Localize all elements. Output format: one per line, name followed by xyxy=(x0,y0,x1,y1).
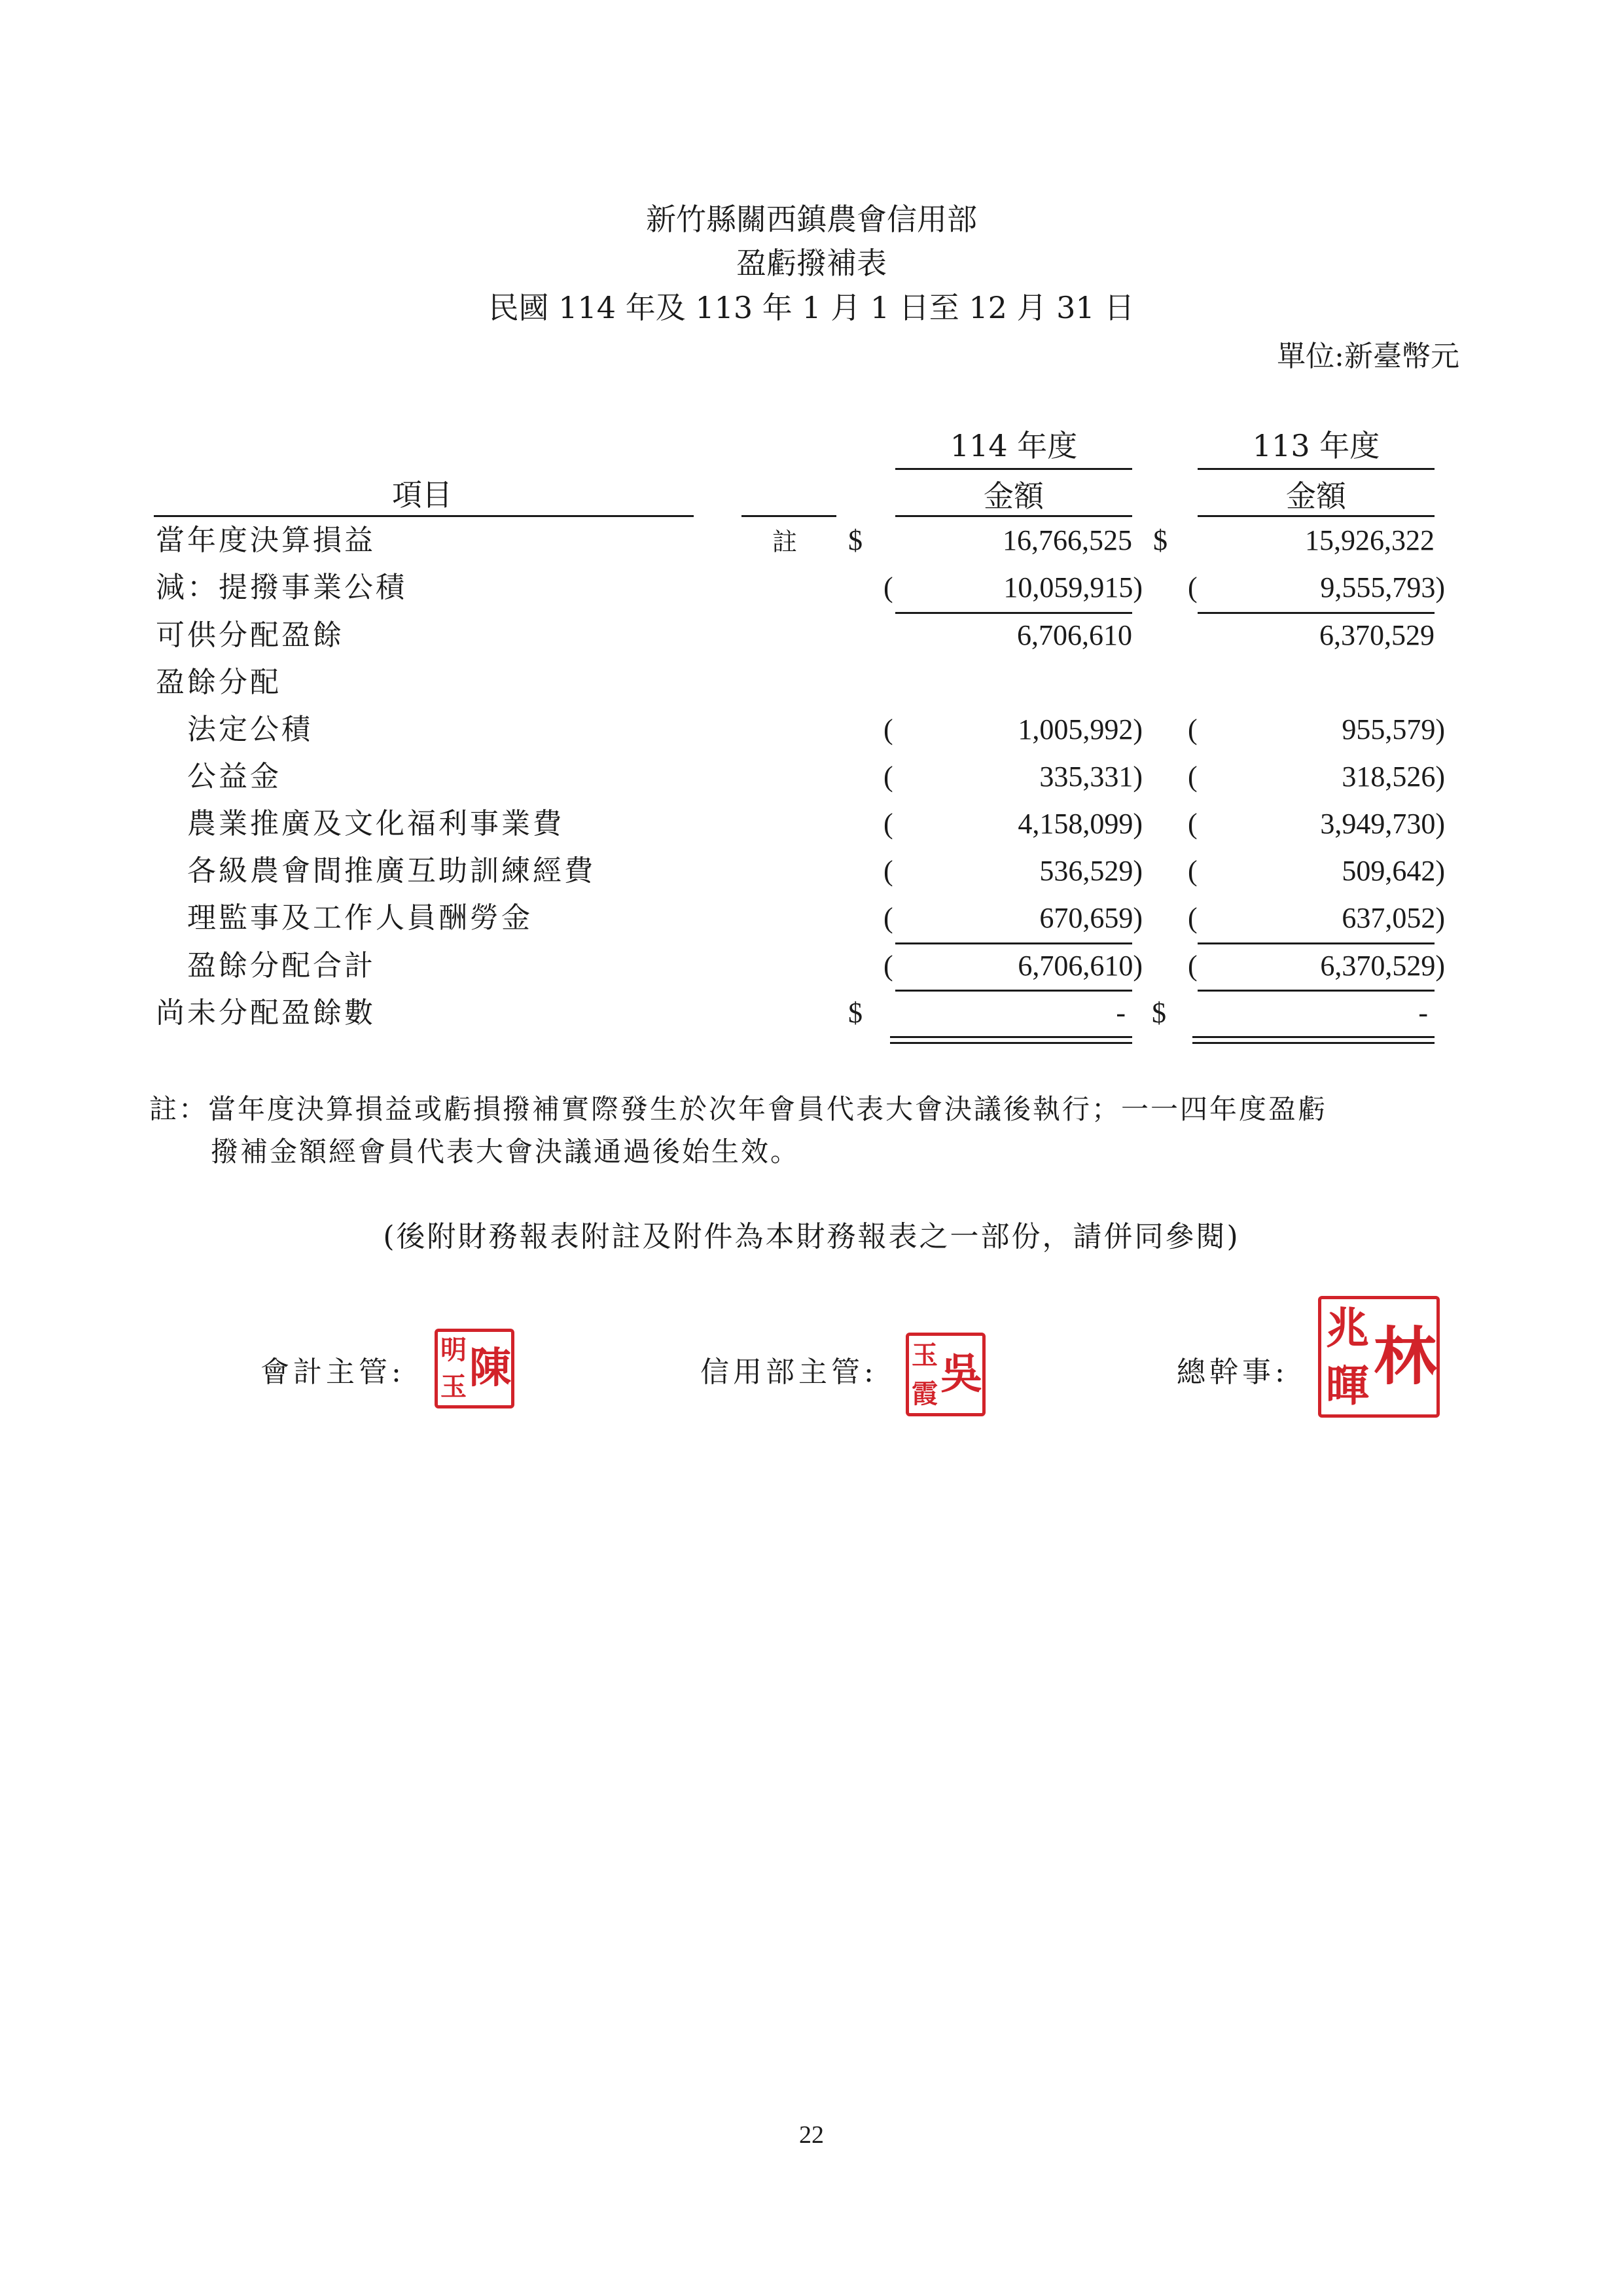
row-label-agri-promotion: 農業推廣及文化福利事業費 xyxy=(187,807,564,840)
value-113-distributable-earnings: 6,370,529 xyxy=(1319,619,1435,651)
value-113-undistributed: - xyxy=(1418,997,1428,1029)
open-paren: ( xyxy=(1188,713,1198,745)
seal-char: 林 xyxy=(1374,1319,1436,1393)
note-header-underline xyxy=(741,515,836,517)
row-label-distributable-earnings: 可供分配盈餘 xyxy=(156,619,344,652)
seal-char: 玉 xyxy=(440,1371,467,1402)
row-label-training-funds: 各級農會間推廣互助訓練經費 xyxy=(187,854,596,888)
seal-char: 兆 xyxy=(1326,1302,1369,1354)
open-paren: ( xyxy=(1188,902,1198,934)
seal-char: 玉 xyxy=(912,1339,938,1371)
open-paren: ( xyxy=(883,902,893,934)
open-paren: ( xyxy=(883,950,893,982)
footer-reference-note: (後附財務報表附註及附件為本財務報表之一部份，請併同參閱) xyxy=(383,1220,1240,1253)
value-114-remuneration: 670,659) xyxy=(1039,902,1143,934)
credit-dept-seal xyxy=(906,1333,986,1416)
row-label-legal-reserve: 法定公積 xyxy=(187,713,313,746)
column-item: 項目 xyxy=(392,477,452,512)
distribution-total-line-114 xyxy=(895,942,1132,944)
open-paren: ( xyxy=(883,761,893,793)
open-paren: ( xyxy=(1188,761,1198,793)
seal-char: 霞 xyxy=(912,1378,938,1409)
row-label-remuneration: 理監事及工作人員酬勞金 xyxy=(187,901,533,935)
value-114-undistributed: - xyxy=(1116,997,1126,1029)
column-amount-114: 金額 xyxy=(984,478,1044,514)
column-year-114: 114 年度 xyxy=(950,428,1078,463)
value-114-net-income: 16,766,525 xyxy=(1003,524,1132,556)
open-paren: ( xyxy=(883,855,893,887)
row-label-net-income: 當年度決算損益 xyxy=(156,524,376,557)
open-paren: ( xyxy=(1188,571,1198,603)
reporting-period: 民國 114 年及 113 年 1 月 1 日至 12 月 31 日 xyxy=(488,290,1135,325)
general-manager-seal xyxy=(1318,1296,1440,1418)
undistributed-line-113 xyxy=(1198,990,1435,992)
column-year-113: 113 年度 xyxy=(1252,428,1380,463)
page-number: 22 xyxy=(799,2121,824,2149)
value-114-training-funds: 536,529) xyxy=(1039,855,1143,887)
value-114-business-reserve: 10,059,915) xyxy=(1003,571,1143,603)
dollar-sign: $ xyxy=(848,524,863,556)
row-label-undistributed-earnings: 尚未分配盈餘數 xyxy=(156,996,376,1030)
value-113-distribution-total: 6,370,529) xyxy=(1320,950,1445,982)
row-label-distribution-total: 盈餘分配合計 xyxy=(187,949,376,982)
amount-114-underline xyxy=(895,515,1132,517)
value-114-legal-reserve: 1,005,992) xyxy=(1018,713,1143,745)
signature-label-credit-dept: 信用部主管: xyxy=(700,1355,878,1389)
dollar-sign: $ xyxy=(848,997,863,1029)
row-label-earnings-distribution: 盈餘分配 xyxy=(156,666,281,699)
open-paren: ( xyxy=(883,808,893,840)
value-113-legal-reserve: 955,579) xyxy=(1342,713,1445,745)
seal-char: 暉 xyxy=(1326,1360,1369,1411)
value-113-public-welfare: 318,526) xyxy=(1342,761,1445,793)
distribution-total-line-113 xyxy=(1198,942,1435,944)
open-paren: ( xyxy=(883,571,893,603)
signature-label-accounting: 會計主管: xyxy=(260,1355,405,1389)
subtotal-line-114 xyxy=(895,612,1132,614)
document-title: 盈虧撥補表 xyxy=(736,245,887,281)
value-113-remuneration: 637,052) xyxy=(1342,902,1445,934)
value-113-training-funds: 509,642) xyxy=(1342,855,1445,887)
seal-char: 吳 xyxy=(940,1350,982,1399)
seal-char: 明 xyxy=(440,1335,467,1365)
column-amount-113: 金額 xyxy=(1286,478,1346,514)
open-paren: ( xyxy=(1188,855,1198,887)
grand-total-double-line-114 xyxy=(890,1036,1132,1044)
dollar-sign: $ xyxy=(1152,997,1166,1029)
value-114-distribution-total: 6,706,610) xyxy=(1018,950,1143,982)
seal-char: 陳 xyxy=(469,1344,511,1393)
value-113-agri-promotion: 3,949,730) xyxy=(1320,808,1445,840)
row-label-public-welfare: 公益金 xyxy=(187,760,281,793)
signature-label-general-manager: 總幹事: xyxy=(1177,1355,1289,1389)
year-113-underline xyxy=(1198,468,1435,470)
note-line-1: 註：當年度決算損益或虧損撥補實際發生於次年會員代表大會決議後執行；一一四年度盈虧 xyxy=(149,1093,1328,1125)
organization-name: 新竹縣關西鎮農會信用部 xyxy=(646,202,977,237)
currency-unit: 單位:新臺幣元 xyxy=(1277,340,1459,373)
subtotal-line-113 xyxy=(1198,612,1435,614)
value-113-net-income: 15,926,322 xyxy=(1305,524,1435,556)
value-113-business-reserve: 9,555,793) xyxy=(1320,571,1445,603)
row-label-business-reserve: 減：提撥事業公積 xyxy=(156,571,407,604)
note-line-2: 撥補金額經會員代表大會決議通過後始生效。 xyxy=(211,1136,800,1168)
open-paren: ( xyxy=(883,713,893,745)
undistributed-line-114 xyxy=(895,990,1132,992)
year-114-underline xyxy=(895,468,1132,470)
open-paren: ( xyxy=(1188,950,1198,982)
value-114-public-welfare: 335,331) xyxy=(1039,761,1143,793)
dollar-sign: $ xyxy=(1153,524,1168,556)
value-114-agri-promotion: 4,158,099) xyxy=(1018,808,1143,840)
accounting-seal xyxy=(435,1329,514,1408)
item-header-underline xyxy=(154,515,694,517)
open-paren: ( xyxy=(1188,808,1198,840)
amount-113-underline xyxy=(1198,515,1435,517)
value-114-distributable-earnings: 6,706,610 xyxy=(1017,619,1132,651)
note-reference: 註 xyxy=(772,528,800,556)
grand-total-double-line-113 xyxy=(1192,1036,1435,1044)
